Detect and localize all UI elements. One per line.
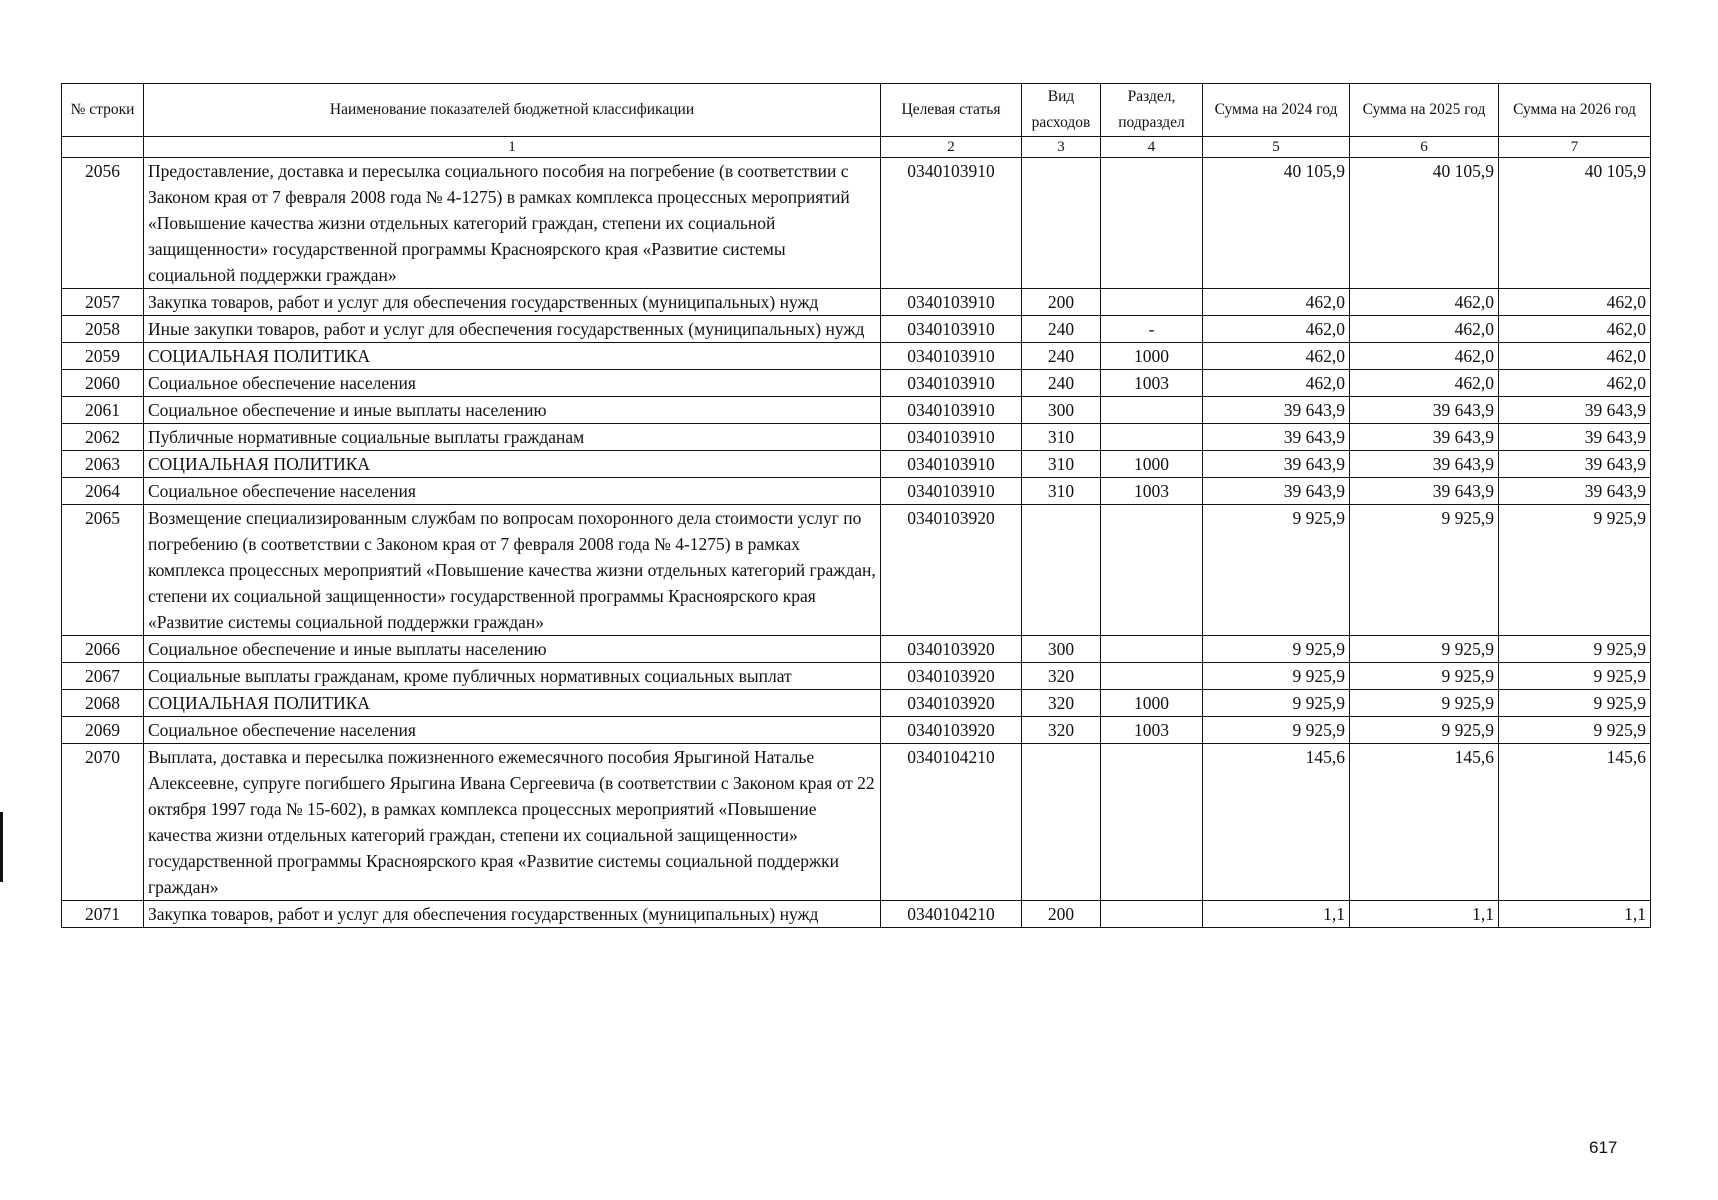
sum-2026-cell: 9 925,9 bbox=[1499, 636, 1651, 663]
table-row bbox=[62, 397, 1651, 424]
section-cell: 1003 bbox=[1101, 717, 1203, 744]
row-number-cell: 2068 bbox=[62, 690, 144, 717]
section-cell bbox=[1101, 158, 1203, 289]
row-name-cell: Возмещение специализированным службам по вопросам похоронного дела стоимости услуг по погребению (в соответствии с Законом края от 7 февраля 2008 года № 4-1275) в рамках комплекса процессных мероприятий «Повышение качества жизни отдельных категорий граждан, степени их социальной защищенности» государственной программы Красноярского края «Развитие системы социальной поддержки граждан» bbox=[144, 505, 881, 636]
row-name-cell: СОЦИАЛЬНАЯ ПОЛИТИКА bbox=[144, 343, 881, 370]
section-cell: 1003 bbox=[1101, 478, 1203, 505]
column-number: 5 bbox=[1203, 137, 1350, 158]
sum-2024-cell: 9 925,9 bbox=[1203, 663, 1350, 690]
row-name-cell: Закупка товаров, работ и услуг для обеспечения государственных (муниципальных) нужд bbox=[144, 289, 881, 316]
row-name-cell: Выплата, доставка и пересылка пожизненного ежемесячного пособия Ярыгиной Наталье Алексеевне, супруге погибшего Ярыгина Ивана Сергеевича (в соответствии с Законом края от 22 октября 1997 года № 15-602), в рамках комплекса процессных мероприятий «Повышение качества жизни отдельных категорий граждан, степени их социальной защищенности» государственной программы Красноярского края «Развитие системы социальной поддержки граждан» bbox=[144, 744, 881, 901]
table-row bbox=[62, 343, 1651, 370]
sum-2025-cell: 1,1 bbox=[1350, 901, 1499, 928]
row-number-cell: 2058 bbox=[62, 316, 144, 343]
sum-2025-cell: 462,0 bbox=[1350, 370, 1499, 397]
header-sum-2024: Сумма на 2024 год bbox=[1203, 84, 1350, 137]
row-name-cell: Социальные выплаты гражданам, кроме публичных нормативных социальных выплат bbox=[144, 663, 881, 690]
row-number-cell: 2064 bbox=[62, 478, 144, 505]
sum-2026-cell: 9 925,9 bbox=[1499, 663, 1651, 690]
row-name-cell: Социальное обеспечение и иные выплаты населению bbox=[144, 636, 881, 663]
expense-type-cell: 200 bbox=[1022, 901, 1101, 928]
row-name-cell: Социальное обеспечение и иные выплаты населению bbox=[144, 397, 881, 424]
header-row bbox=[62, 84, 1651, 137]
expense-type-cell: 310 bbox=[1022, 478, 1101, 505]
target-article-cell: 0340104210 bbox=[881, 744, 1022, 901]
sum-2024-cell: 39 643,9 bbox=[1203, 478, 1350, 505]
header-razdel: Раздел, подраздел bbox=[1101, 84, 1203, 137]
sum-2024-cell: 40 105,9 bbox=[1203, 158, 1350, 289]
target-article-cell: 0340103910 bbox=[881, 478, 1022, 505]
table-row bbox=[62, 451, 1651, 478]
section-cell bbox=[1101, 901, 1203, 928]
target-article-cell: 0340103910 bbox=[881, 158, 1022, 289]
section-cell: 1000 bbox=[1101, 343, 1203, 370]
table-row bbox=[62, 370, 1651, 397]
column-number: 3 bbox=[1022, 137, 1101, 158]
row-number-cell: 2065 bbox=[62, 505, 144, 636]
row-name-cell: Публичные нормативные социальные выплаты гражданам bbox=[144, 424, 881, 451]
target-article-cell: 0340103910 bbox=[881, 397, 1022, 424]
row-name-cell: Предоставление, доставка и пересылка социального пособия на погребение (в соответствии с Законом края от 7 февраля 2008 года № 4-1275) в рамках комплекса процессных мероприятий «Повышение качества жизни отдельных категорий граждан, степени их социальной защищенности» государственной программы Красноярского края «Развитие системы социальной поддержки граждан» bbox=[144, 158, 881, 289]
sum-2025-cell: 462,0 bbox=[1350, 343, 1499, 370]
row-number-cell: 2057 bbox=[62, 289, 144, 316]
section-cell: 1000 bbox=[1101, 451, 1203, 478]
sum-2025-cell: 39 643,9 bbox=[1350, 424, 1499, 451]
sum-2026-cell: 462,0 bbox=[1499, 316, 1651, 343]
row-number-cell: 2066 bbox=[62, 636, 144, 663]
table-row bbox=[62, 316, 1651, 343]
sum-2025-cell: 462,0 bbox=[1350, 289, 1499, 316]
table-row bbox=[62, 289, 1651, 316]
header-row-no: № строки bbox=[62, 84, 144, 137]
sum-2024-cell: 9 925,9 bbox=[1203, 636, 1350, 663]
column-number-row bbox=[62, 137, 1651, 158]
sum-2025-cell: 39 643,9 bbox=[1350, 451, 1499, 478]
table-row bbox=[62, 424, 1651, 451]
row-number-cell: 2063 bbox=[62, 451, 144, 478]
section-cell bbox=[1101, 424, 1203, 451]
section-cell: 1000 bbox=[1101, 690, 1203, 717]
row-name-cell: Социальное обеспечение населения bbox=[144, 717, 881, 744]
target-article-cell: 0340103910 bbox=[881, 451, 1022, 478]
table-row bbox=[62, 158, 1651, 289]
sum-2026-cell: 9 925,9 bbox=[1499, 690, 1651, 717]
sum-2026-cell: 39 643,9 bbox=[1499, 451, 1651, 478]
target-article-cell: 0340103910 bbox=[881, 370, 1022, 397]
column-number bbox=[62, 137, 144, 158]
sum-2026-cell: 145,6 bbox=[1499, 744, 1651, 901]
sum-2025-cell: 462,0 bbox=[1350, 316, 1499, 343]
row-number-cell: 2056 bbox=[62, 158, 144, 289]
page-number: 617 bbox=[1589, 1138, 1618, 1157]
sum-2026-cell: 1,1 bbox=[1499, 901, 1651, 928]
expense-type-cell: 310 bbox=[1022, 451, 1101, 478]
section-cell bbox=[1101, 505, 1203, 636]
table-row bbox=[62, 663, 1651, 690]
table-row bbox=[62, 690, 1651, 717]
sum-2024-cell: 39 643,9 bbox=[1203, 424, 1350, 451]
sum-2025-cell: 39 643,9 bbox=[1350, 397, 1499, 424]
sum-2024-cell: 39 643,9 bbox=[1203, 397, 1350, 424]
table-row bbox=[62, 636, 1651, 663]
row-name-cell: Социальное обеспечение населения bbox=[144, 370, 881, 397]
sum-2025-cell: 9 925,9 bbox=[1350, 505, 1499, 636]
row-name-cell: Иные закупки товаров, работ и услуг для обеспечения государственных (муниципальных) нужд bbox=[144, 316, 881, 343]
expense-type-cell: 200 bbox=[1022, 289, 1101, 316]
table-row bbox=[62, 717, 1651, 744]
row-number-cell: 2062 bbox=[62, 424, 144, 451]
row-number-cell: 2071 bbox=[62, 901, 144, 928]
table-row bbox=[62, 744, 1651, 901]
column-number: 4 bbox=[1101, 137, 1203, 158]
section-cell bbox=[1101, 397, 1203, 424]
sum-2024-cell: 1,1 bbox=[1203, 901, 1350, 928]
sum-2025-cell: 40 105,9 bbox=[1350, 158, 1499, 289]
row-number-cell: 2067 bbox=[62, 663, 144, 690]
sum-2025-cell: 9 925,9 bbox=[1350, 663, 1499, 690]
row-number-cell: 2059 bbox=[62, 343, 144, 370]
expense-type-cell: 240 bbox=[1022, 343, 1101, 370]
sum-2025-cell: 9 925,9 bbox=[1350, 690, 1499, 717]
table-row bbox=[62, 505, 1651, 636]
sum-2024-cell: 462,0 bbox=[1203, 316, 1350, 343]
expense-type-cell: 320 bbox=[1022, 717, 1101, 744]
sum-2024-cell: 9 925,9 bbox=[1203, 717, 1350, 744]
sum-2026-cell: 39 643,9 bbox=[1499, 478, 1651, 505]
section-cell bbox=[1101, 663, 1203, 690]
header-vid: Вид расходов bbox=[1022, 84, 1101, 137]
sum-2025-cell: 145,6 bbox=[1350, 744, 1499, 901]
table-row bbox=[62, 901, 1651, 928]
target-article-cell: 0340103910 bbox=[881, 289, 1022, 316]
sum-2025-cell: 9 925,9 bbox=[1350, 717, 1499, 744]
sum-2024-cell: 462,0 bbox=[1203, 343, 1350, 370]
expense-type-cell: 320 bbox=[1022, 690, 1101, 717]
sum-2024-cell: 39 643,9 bbox=[1203, 451, 1350, 478]
expense-type-cell: 320 bbox=[1022, 663, 1101, 690]
column-number: 6 bbox=[1350, 137, 1499, 158]
section-cell bbox=[1101, 744, 1203, 901]
target-article-cell: 0340103920 bbox=[881, 505, 1022, 636]
column-number: 1 bbox=[144, 137, 881, 158]
row-number-cell: 2060 bbox=[62, 370, 144, 397]
sum-2025-cell: 39 643,9 bbox=[1350, 478, 1499, 505]
scan-edge-mark bbox=[0, 812, 3, 882]
expense-type-cell: 240 bbox=[1022, 316, 1101, 343]
header-sum-2025: Сумма на 2025 год bbox=[1350, 84, 1499, 137]
row-number-cell: 2069 bbox=[62, 717, 144, 744]
sum-2026-cell: 462,0 bbox=[1499, 370, 1651, 397]
target-article-cell: 0340103920 bbox=[881, 636, 1022, 663]
table-body bbox=[62, 158, 1651, 928]
table-row bbox=[62, 478, 1651, 505]
sum-2026-cell: 462,0 bbox=[1499, 343, 1651, 370]
expense-type-cell: 310 bbox=[1022, 424, 1101, 451]
sum-2024-cell: 462,0 bbox=[1203, 289, 1350, 316]
sum-2026-cell: 462,0 bbox=[1499, 289, 1651, 316]
section-cell: - bbox=[1101, 316, 1203, 343]
header-code: Целевая статья bbox=[881, 84, 1022, 137]
target-article-cell: 0340103920 bbox=[881, 690, 1022, 717]
target-article-cell: 0340103910 bbox=[881, 316, 1022, 343]
sum-2026-cell: 39 643,9 bbox=[1499, 397, 1651, 424]
expense-type-cell: 240 bbox=[1022, 370, 1101, 397]
section-cell bbox=[1101, 636, 1203, 663]
row-number-cell: 2070 bbox=[62, 744, 144, 901]
sum-2024-cell: 9 925,9 bbox=[1203, 690, 1350, 717]
target-article-cell: 0340103920 bbox=[881, 717, 1022, 744]
sum-2025-cell: 9 925,9 bbox=[1350, 636, 1499, 663]
expense-type-cell: 300 bbox=[1022, 397, 1101, 424]
header-name: Наименование показателей бюджетной классификации bbox=[144, 84, 881, 137]
sum-2026-cell: 40 105,9 bbox=[1499, 158, 1651, 289]
expense-type-cell bbox=[1022, 505, 1101, 636]
section-cell bbox=[1101, 289, 1203, 316]
sum-2026-cell: 9 925,9 bbox=[1499, 717, 1651, 744]
sum-2024-cell: 145,6 bbox=[1203, 744, 1350, 901]
column-number: 7 bbox=[1499, 137, 1651, 158]
sum-2024-cell: 9 925,9 bbox=[1203, 505, 1350, 636]
expense-type-cell bbox=[1022, 158, 1101, 289]
column-number: 2 bbox=[881, 137, 1022, 158]
section-cell: 1003 bbox=[1101, 370, 1203, 397]
row-name-cell: СОЦИАЛЬНАЯ ПОЛИТИКА bbox=[144, 690, 881, 717]
row-number-cell: 2061 bbox=[62, 397, 144, 424]
sum-2024-cell: 462,0 bbox=[1203, 370, 1350, 397]
expense-type-cell bbox=[1022, 744, 1101, 901]
row-name-cell: Закупка товаров, работ и услуг для обеспечения государственных (муниципальных) нужд bbox=[144, 901, 881, 928]
header-sum-2026: Сумма на 2026 год bbox=[1499, 84, 1651, 137]
sum-2026-cell: 9 925,9 bbox=[1499, 505, 1651, 636]
target-article-cell: 0340103910 bbox=[881, 343, 1022, 370]
row-name-cell: Социальное обеспечение населения bbox=[144, 478, 881, 505]
row-name-cell: СОЦИАЛЬНАЯ ПОЛИТИКА bbox=[144, 451, 881, 478]
sum-2026-cell: 39 643,9 bbox=[1499, 424, 1651, 451]
expense-type-cell: 300 bbox=[1022, 636, 1101, 663]
budget-table bbox=[61, 83, 1651, 928]
target-article-cell: 0340103920 bbox=[881, 663, 1022, 690]
target-article-cell: 0340104210 bbox=[881, 901, 1022, 928]
target-article-cell: 0340103910 bbox=[881, 424, 1022, 451]
